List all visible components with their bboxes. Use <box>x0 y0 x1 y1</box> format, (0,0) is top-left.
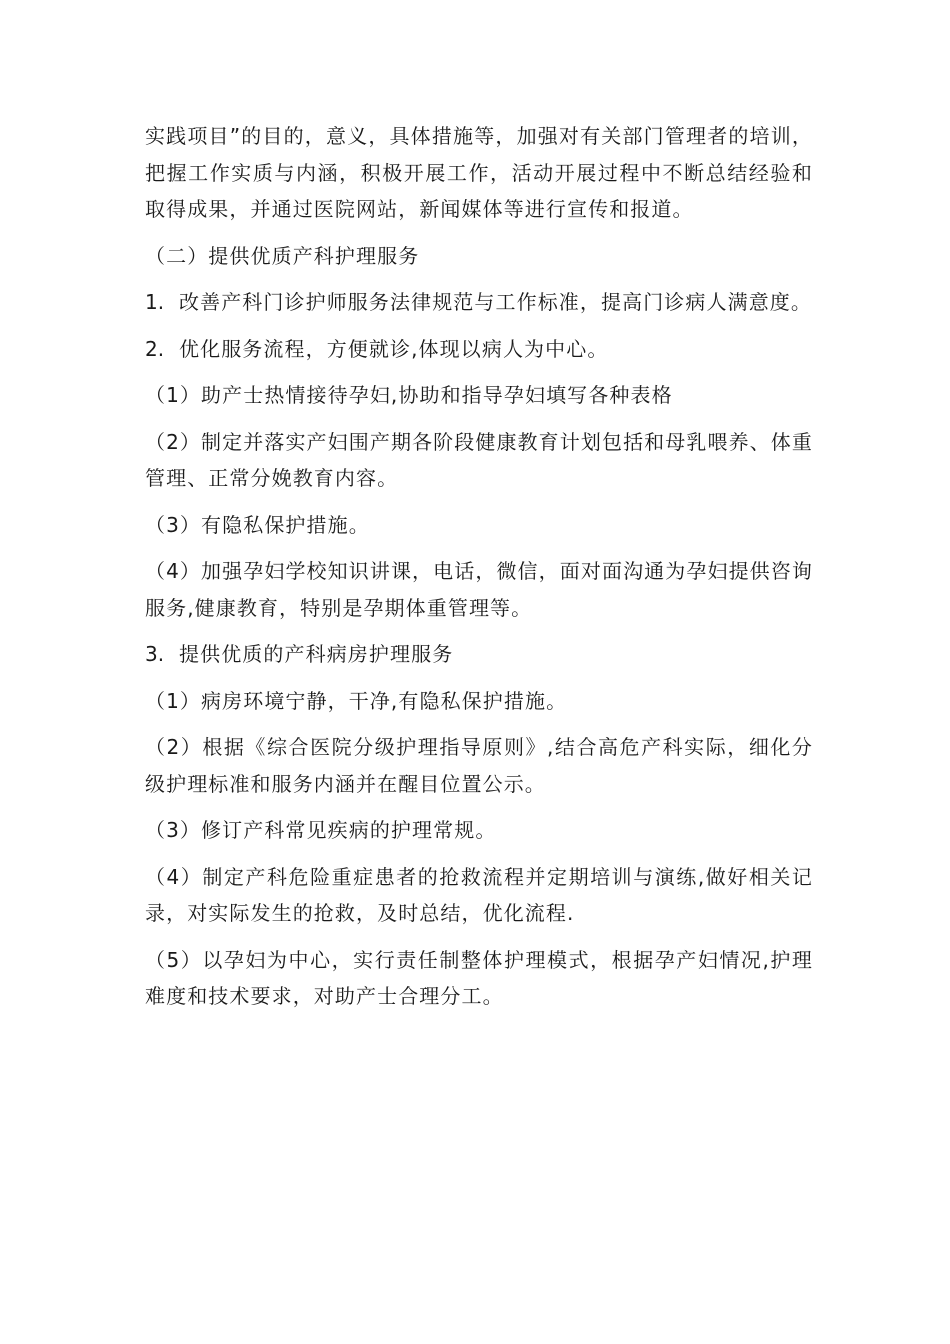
section-heading <box>145 238 813 275</box>
item-number: 2. <box>145 336 165 361</box>
numbered-item-2 <box>145 331 813 368</box>
numbered-item-3 <box>145 636 813 673</box>
item-number: 1. <box>145 290 165 314</box>
sub-item-3-3 <box>145 812 813 849</box>
paragraph-text: （4）加强孕妇学校知识讲课，电话，微信，面对面沟通为孕妇提供咨询服务,健康教育，特别是孕期体重管理等。 <box>145 559 813 620</box>
paragraph-intro-continuation <box>145 118 813 228</box>
paragraph-text: （3）修订产科常见疾病的护理常规。 <box>145 818 497 842</box>
sub-item-2-2 <box>145 424 813 497</box>
document-body <box>145 118 813 1025</box>
numbered-item-1 <box>145 284 813 321</box>
paragraph-text: （3）有隐私保护措施。 <box>145 512 370 537</box>
paragraph-text: （5）以孕妇为中心，实行责任制整体护理模式，根据孕产妇情况,护理难度和技术要求，对助产士合理分工。 <box>145 947 813 1008</box>
paragraph-text: （2）制定并落实产妇围产期各阶段健康教育计划包括和母乳喂养、体重管理、正常分娩教育内容。 <box>145 429 813 490</box>
paragraph-text: （2）根据《综合医院分级护理指导原则》,结合高危产科实际，细化分级护理标准和服务内涵并在醒目位置公示。 <box>145 735 813 796</box>
sub-item-3-5 <box>145 942 813 1015</box>
item-number: 3. <box>145 642 165 666</box>
heading-text: （二）提供优质产科护理服务 <box>145 243 420 268</box>
sub-item-2-1 <box>145 377 813 414</box>
paragraph-text: 改善产科门诊护师服务法律规范与工作标准，提高门诊病人满意度。 <box>179 290 812 314</box>
paragraph-text: 优化服务流程，方便就诊,体现以病人为中心。 <box>179 336 609 361</box>
paragraph-text: （1）病房环境宁静，干净,有隐私保护措施。 <box>145 688 568 713</box>
paragraph-text: 提供优质的产科病房护理服务 <box>179 642 454 666</box>
paragraph-text: （1）助产士热情接待孕妇,协助和指导孕妇填写各种表格 <box>145 383 673 407</box>
sub-item-3-1 <box>145 683 813 720</box>
sub-item-3-4 <box>145 859 813 932</box>
sub-item-2-4 <box>145 553 813 626</box>
sub-item-3-2 <box>145 729 813 802</box>
paragraph-text: 实践项目”的目的，意义，具体措施等，加强对有关部门管理者的培训，把握工作实质与内涵，积极开展工作，活动开展过程中不断总结经验和取得成果，并通过医院网站，新闻媒体等进行宣传和报道。 <box>145 124 813 221</box>
sub-item-2-3 <box>145 507 813 544</box>
paragraph-text: （4）制定产科危险重症患者的抢救流程并定期培训与演练,做好相关记录，对实际发生的抢救，及时总结，优化流程. <box>145 864 813 925</box>
